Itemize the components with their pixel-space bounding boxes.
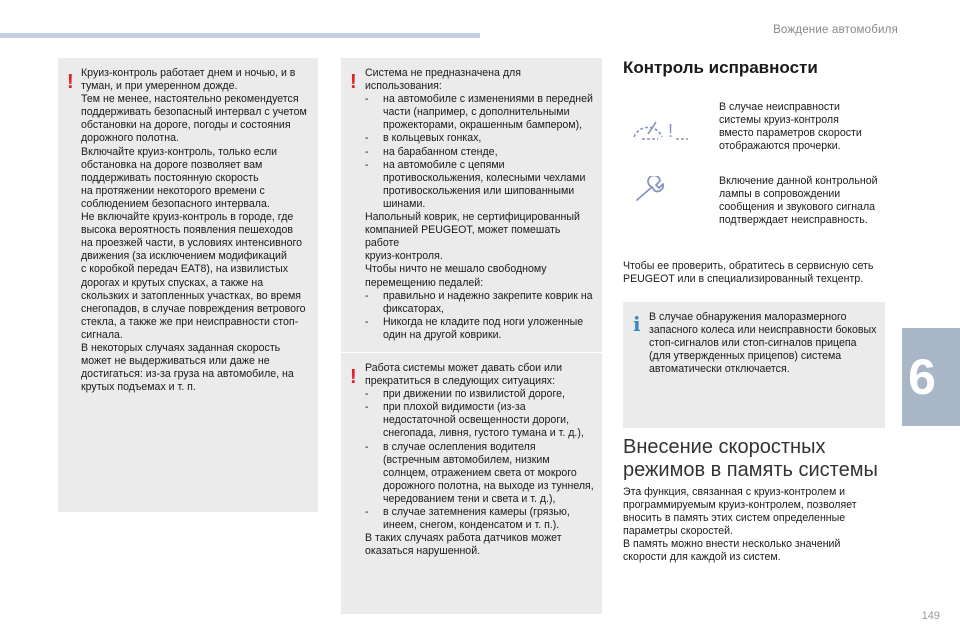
list-item: - на автомобиле с изменениями в передней части (например, с дополнительными прожекторами, окрашенным бампером),	[365, 93, 597, 132]
page-number: 149	[921, 610, 940, 622]
restriction-list	[365, 93, 597, 211]
speedometer-warning-icon	[628, 110, 690, 142]
warning-box-usage	[58, 58, 318, 512]
header-section-title: Вождение автомобиля	[773, 24, 898, 36]
mat-list	[365, 290, 597, 342]
section-title-memory: Внесение скоростных режимов в память системы	[623, 436, 878, 481]
list-item: - Никогда не кладите под ноги уложенные один на другой коврики.	[365, 316, 597, 342]
warning-exclamation-icon: !	[350, 366, 357, 388]
list-item: - на барабанном стенде,	[365, 146, 597, 159]
chapter-tab	[902, 328, 960, 426]
list-item: - при движении по извилистой дороге,	[365, 388, 597, 401]
indicator-wrench-text: Включение данной контрольной лампы в сопровождении сообщения и звукового сигнала подтверждает неисправность.	[719, 175, 878, 227]
indicator-dashes-text: В случае неисправности системы круиз-контроля вместо параметров скорости отображаются прочерки.	[719, 101, 862, 153]
memory-description: Эта функция, связанная с круиз-контролем и программируемым круиз-контролем, позволяет вносить в память этих систем определенные параметры скоростей. В память можно внести несколько значений скорости для каждой из систем.	[623, 486, 857, 564]
warning-exclamation-icon: !	[350, 71, 357, 93]
warning-text: Круиз-контроль работает днем и ночью, и в туман, и при умеренном дожде. Тем не менее, настоятельно рекомендуется поддерживать безопасный интервал с учетом обстановки на дороге, погоды и состояния дорожного полотна. Включайте круиз-контроль, только если обстановка на дороге позволяет вам поддерживать постоянную скорость на протяжении некоторого времени с соблюдением безопасного интервала. Не включайте круиз-контроль в городе, где высока вероятность появления пешеходов на проезжей части, в условиях интенсивного движения (за исключением модификаций с коробкой передач EAT8), на извилистых дорогах и крутых спусках, а также на скользких и затопленных участках, во время снегопадов, в случае повреждения ветрового стекла, а также же при неисправности стоп- сигнала. В некоторых случаях заданная скорость может не выдерживаться или даже не достигаться: из-за груза на автомобиле, на крутых подъемах и т. п.	[81, 67, 307, 394]
warning-box-malfunction	[341, 353, 602, 614]
list-item: - в кольцевых гонках,	[365, 132, 597, 145]
list-item: - правильно и надежно закрепите коврик на фиксаторах,	[365, 290, 597, 316]
list-item: - в случае ослепления водителя (встречным автомобилем, низким солнцем, отражением света от мокрого дорожного полотна, на выходе из туннеля, чередованием тени и света и т. д.),	[365, 441, 597, 506]
list-item: - при плохой видимости (из-за недостаточной освещенности дороги, снегопада, ливня, густого тумана и т. д.),	[365, 401, 597, 440]
chapter-number: 6	[908, 349, 936, 405]
top-decor-bar	[0, 33, 480, 38]
list-item: - в случае затемнения камеры (грязью, инеем, снегом, конденсатом и т. п.).	[365, 506, 597, 532]
section-title-control: Контроль исправности	[623, 58, 818, 77]
service-check-text: Чтобы ее проверить, обратитесь в сервисную сеть PEUGEOT или в специализированный техцентр.	[623, 260, 874, 286]
warning-text: Работа системы может давать сбои или прекратиться в следующих ситуациях: - при движении по извилистой дороге, - при плохой видимости (из-за недостаточной освещенности дороги, снегопада, ливня, густого тумана и т. д.), - в случае ослепления водителя (встречным автомобилем, низким солнцем, отражением света от мокрого дорожного полотна, на выходе из туннеля, чередованием тени и света и т. д.), - в случае затемнения камеры (грязью, инеем, снегом, конденсатом и т. п.). В таких случаях работа датчиков может оказаться нарушенной.	[365, 362, 597, 558]
svg-text:!: !	[668, 121, 674, 141]
warning-exclamation-icon: !	[67, 71, 74, 93]
info-text: В случае обнаружения малоразмерного запасного колеса или неисправности боковых стоп-сигналов или стоп-сигналов прицепа (для утвержденных прицепов) система автоматически отключается.	[649, 311, 877, 376]
info-icon: i	[633, 312, 641, 336]
situation-list	[365, 388, 597, 532]
warning-text: Система не предназначена для использования: - на автомобиле с изменениями в передней части (например, с дополнительными прожекторами, окрашенным бампером), - в кольцевых гонках, - на барабанном стенде, - на автомобиле с цепями противоскольжения, колесными чехлами противоскольжения или шипованными шинами. Напольный коврик, не сертифицированный компанией PEUGEOT, может помешать работе круиз-контроля. Чтобы ничто не мешало свободному перемещению педалей: - правильно и надежно закрепите коврик на фиксаторах, - Никогда не кладите под ноги уложенные один на другой коврики.	[365, 67, 597, 342]
wrench-icon	[634, 176, 670, 204]
warning-box-restrictions	[341, 58, 602, 352]
list-item: - на автомобиле с цепями противоскольжения, колесными чехлами противоскольжения или шипованными шинами.	[365, 159, 597, 211]
info-box-auto-disable	[623, 302, 885, 428]
